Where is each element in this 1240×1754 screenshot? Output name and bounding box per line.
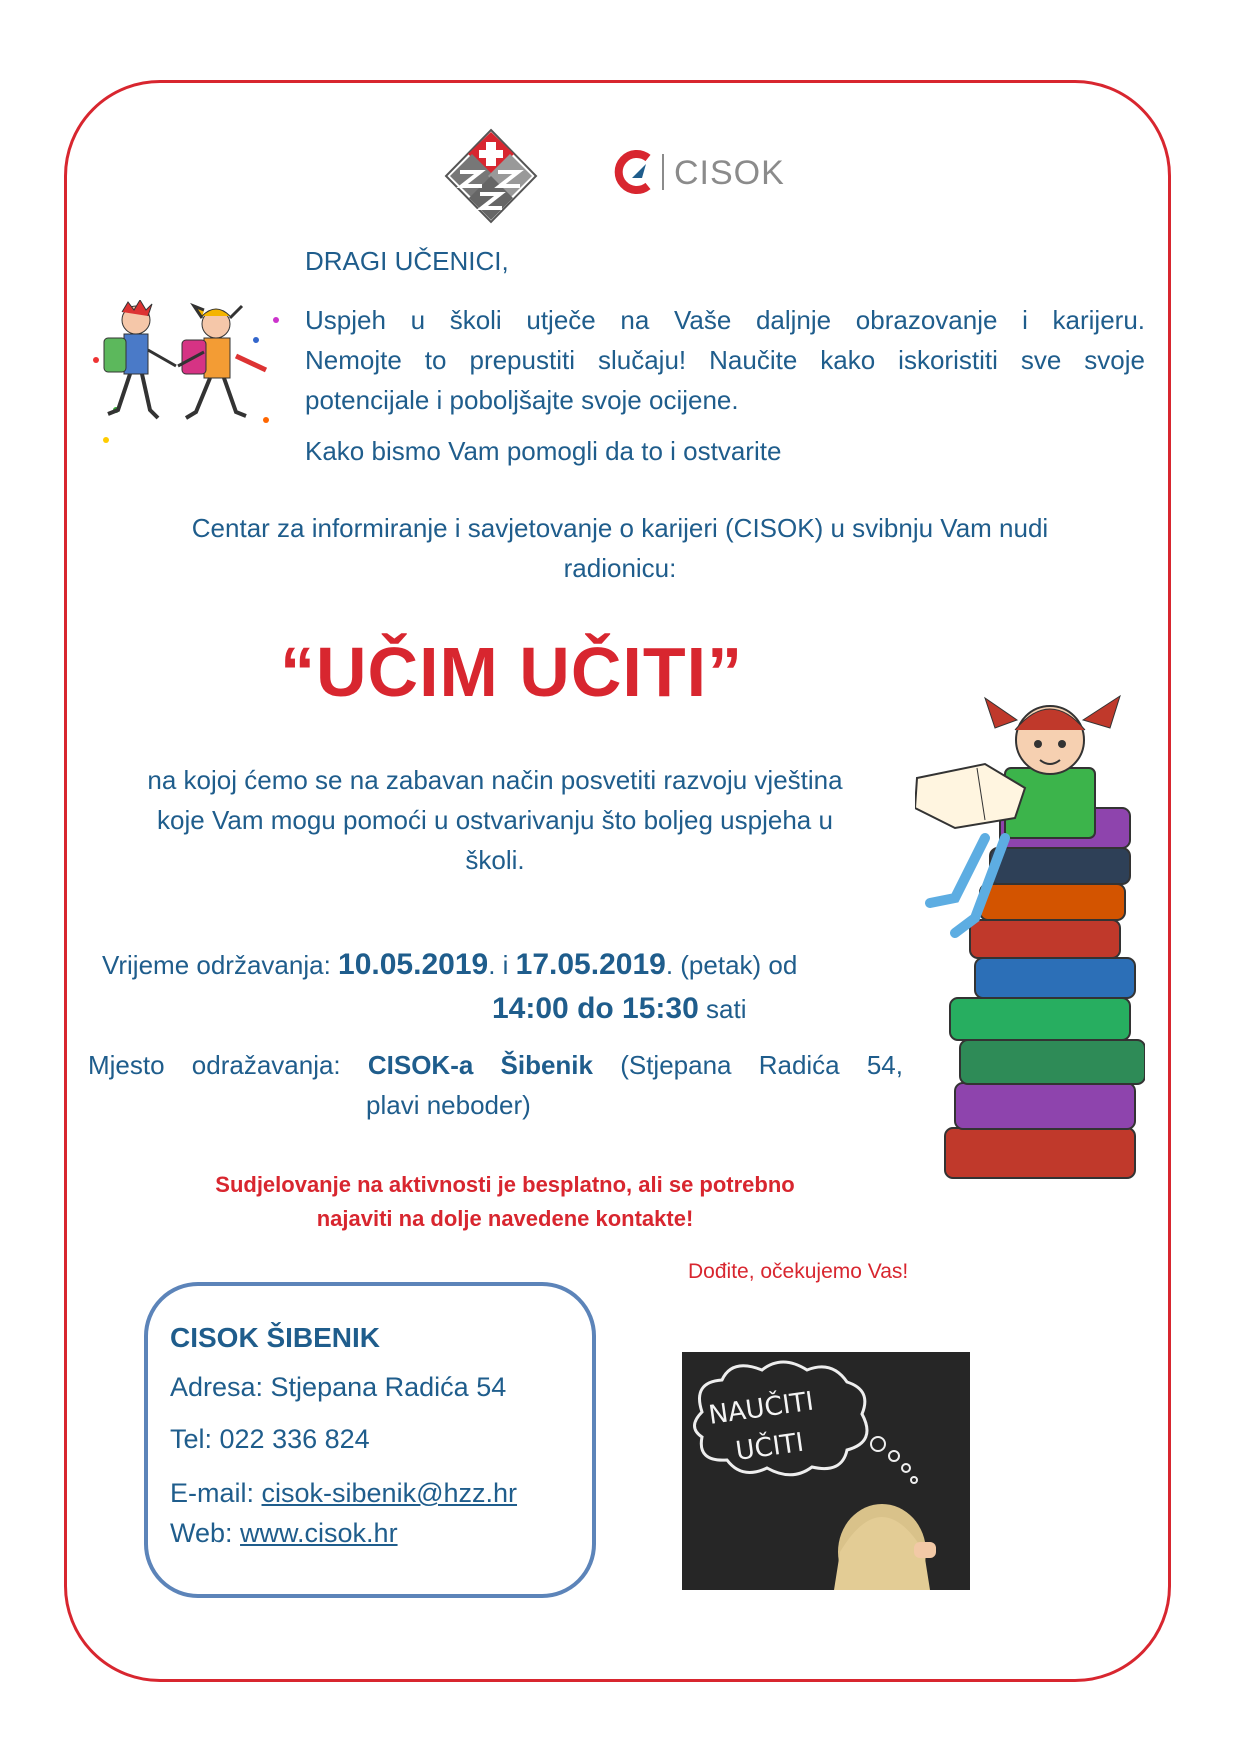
contact-name: CISOK ŠIBENIK — [170, 1322, 381, 1353]
email-label: E-mail: — [170, 1478, 262, 1508]
description-line: školi. — [465, 845, 525, 875]
workshop-title: “UČIM UČITI” — [280, 633, 744, 711]
time-label: Vrijeme održavanja: — [102, 950, 331, 980]
description-line: koje Vam mogu pomoći u ostvarivanju što boljeg uspjeha u — [157, 805, 833, 835]
center-offer — [110, 508, 1130, 588]
hzz-logo — [436, 128, 546, 224]
place-label: Mjesto odražavanja: — [88, 1050, 341, 1080]
contact-email-row — [170, 1478, 517, 1509]
place-venue: CISOK-a Šibenik — [367, 1050, 593, 1080]
center-offer-line: radionicu: — [563, 553, 677, 583]
web-label: Web: — [170, 1518, 241, 1548]
day-text: . (petak) od — [665, 950, 798, 980]
center-offer-line: Centar za informiranje i savjetovanje o karijeri (CISOK) u svibnju Vam nudi — [191, 513, 1049, 543]
cisok-logo — [612, 148, 792, 198]
hours: 14:00 do 15:30 — [492, 992, 699, 1025]
chalkboard-photo — [682, 1352, 970, 1590]
intro-line: potencijale i poboljšajte svoje ocijene. — [305, 385, 739, 415]
notice-line: Sudjelovanje na aktivnosti je besplatno, ali se potrebno — [215, 1172, 795, 1197]
place-line — [88, 1050, 903, 1081]
contact-web-row — [170, 1518, 398, 1549]
email-link[interactable]: cisok-sibenik@hzz.hr — [261, 1478, 518, 1508]
girl-reading-on-books-illustration — [915, 668, 1145, 1198]
workshop-description — [90, 760, 900, 880]
time-line — [102, 948, 797, 982]
notice-line: najaviti na dolje navedene kontakte! — [316, 1206, 694, 1231]
place-line-justified — [88, 1050, 903, 1081]
contact-phone: Tel: 022 336 824 — [170, 1424, 370, 1454]
contact-address: Adresa: Stjepana Radića 54 — [170, 1372, 507, 1402]
hours-unit: sati — [706, 994, 747, 1024]
time-hours-line — [492, 992, 746, 1026]
description-line: na kojoj ćemo se na zabavan način posvetiti razvoju vještina — [147, 765, 843, 795]
cisok-logo-text: CISOK — [674, 154, 785, 192]
support-sentence: Kako bismo Vam pomogli da to i ostvarite — [305, 436, 782, 466]
greeting: DRAGI UČENICI, — [305, 246, 509, 276]
photo-text-line2: UČITI — [733, 1427, 806, 1467]
date-separator: . i — [488, 950, 509, 980]
intro-paragraph — [305, 300, 1145, 420]
children-with-backpacks-illustration — [86, 300, 286, 460]
place-address: (Stjepana Radića 54, — [620, 1050, 903, 1080]
date-2: 17.05.2019 — [515, 948, 666, 981]
photo-text-line1: NAUČITI — [706, 1386, 816, 1431]
date-1: 10.05.2019 — [338, 948, 489, 981]
participation-notice — [150, 1168, 860, 1236]
invitation-text: Dođite, očekujemo Vas! — [688, 1260, 909, 1283]
web-link[interactable]: www.cisok.hr — [240, 1518, 398, 1548]
intro-line: Nemojte to prepustiti slučaju! Naučite kako iskoristiti sve svoje — [305, 345, 1145, 375]
place-address-2: plavi neboder) — [366, 1090, 531, 1120]
cisok-c-icon — [612, 148, 656, 196]
intro-line: Uspjeh u školi utječe na Vaše daljnje obrazovanje i karijeru. — [305, 305, 1145, 335]
